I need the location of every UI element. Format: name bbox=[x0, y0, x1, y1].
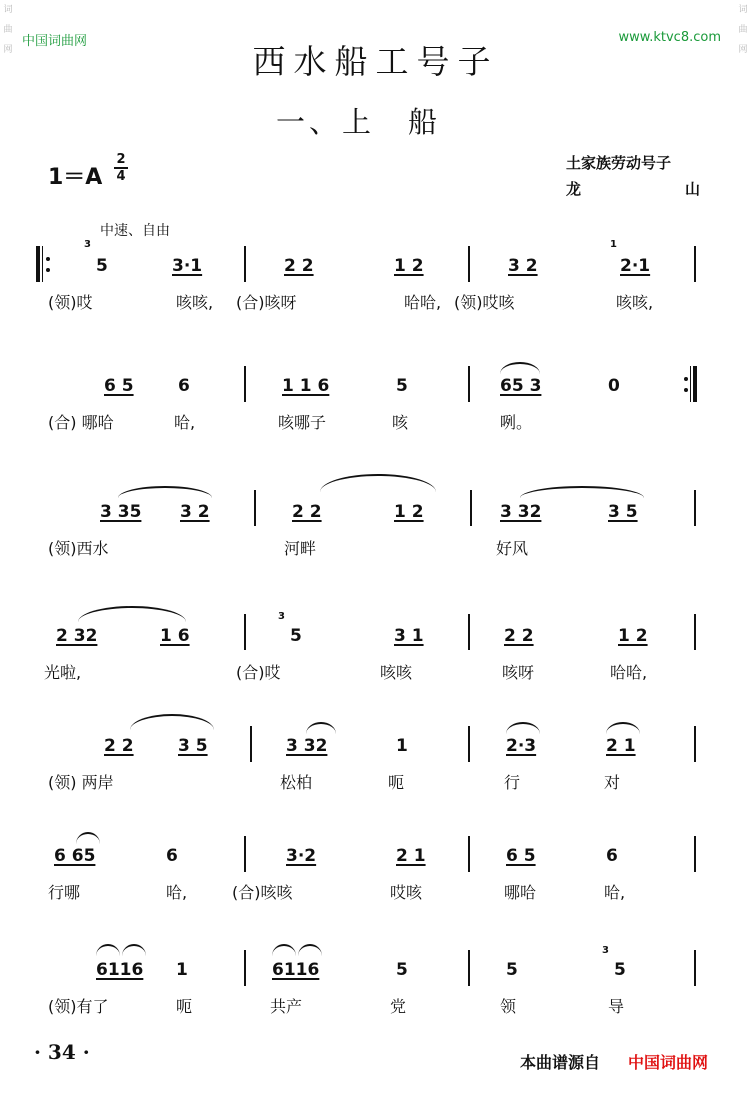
lyric: (合)哎 bbox=[236, 663, 281, 682]
note: 3 32 bbox=[286, 736, 328, 756]
lyric: (领)哎 bbox=[48, 293, 93, 312]
lyric: (领)西水 bbox=[48, 539, 109, 558]
note: 5 bbox=[614, 960, 626, 980]
barline bbox=[468, 836, 470, 872]
slur bbox=[76, 832, 100, 844]
place-char: 龙 bbox=[566, 180, 582, 198]
lyric: 河畔 bbox=[284, 539, 317, 558]
slur bbox=[122, 944, 146, 956]
lyric: 共产 bbox=[270, 997, 303, 1016]
barline bbox=[244, 950, 246, 986]
note: 6 5 bbox=[104, 376, 134, 396]
note: 3 2 bbox=[508, 256, 538, 276]
slur bbox=[130, 714, 214, 730]
slur bbox=[78, 606, 186, 622]
note: 3 5 bbox=[178, 736, 208, 756]
slur bbox=[320, 474, 436, 492]
lyric: (领)有了 bbox=[48, 997, 109, 1016]
lyric: 咳咳, bbox=[176, 293, 214, 312]
lyric: 呃 bbox=[388, 773, 405, 792]
lyric: 松柏 bbox=[280, 773, 313, 792]
barline bbox=[694, 246, 696, 282]
lyric: (合) 哪哈 bbox=[48, 413, 114, 432]
note: 1 6 bbox=[160, 626, 190, 646]
lyric: (合)咳咳 bbox=[232, 883, 293, 902]
lyric: 哎咳 bbox=[390, 883, 423, 902]
note: 2 1 bbox=[396, 846, 426, 866]
note: 2 1 bbox=[606, 736, 636, 756]
note: 2 2 bbox=[104, 736, 134, 756]
slur bbox=[506, 722, 540, 734]
note: 1 2 bbox=[394, 502, 424, 522]
key-signature: 1＝A bbox=[48, 165, 103, 190]
lyric: 咧。 bbox=[500, 413, 533, 432]
note: 3·1 bbox=[172, 256, 203, 276]
place-char: 山 bbox=[684, 180, 700, 198]
slur bbox=[606, 722, 640, 734]
lyric: 行 bbox=[504, 773, 521, 792]
end-repeat-sign bbox=[684, 366, 698, 402]
slur bbox=[306, 722, 336, 734]
note: 3·2 bbox=[286, 846, 317, 866]
site-url-right: www.ktvc8.com bbox=[618, 30, 721, 45]
note: 3 32 bbox=[500, 502, 542, 522]
barline bbox=[468, 246, 470, 282]
barline bbox=[254, 490, 256, 526]
lyric: 呃 bbox=[176, 997, 193, 1016]
lyric: 哈, bbox=[166, 883, 188, 902]
slur bbox=[96, 944, 120, 956]
barline bbox=[694, 836, 696, 872]
meter-bottom: 4 bbox=[116, 169, 126, 184]
lyric: (合)咳呀 bbox=[236, 293, 297, 312]
note: 2 2 bbox=[284, 256, 314, 276]
site-name-left: 中国词曲网 bbox=[22, 34, 88, 49]
lyric: 哪哈 bbox=[504, 883, 537, 902]
note: 1 bbox=[176, 960, 188, 980]
note: 2 32 bbox=[56, 626, 98, 646]
lyric: (领)哎咳 bbox=[454, 293, 515, 312]
grace-note: 3 bbox=[84, 239, 91, 250]
lyric: 哈哈, bbox=[404, 293, 442, 312]
note: 3 5 bbox=[608, 502, 638, 522]
note: 3 2 bbox=[180, 502, 210, 522]
note: 5 bbox=[506, 960, 518, 980]
note: 0 bbox=[608, 376, 620, 396]
note: 1 2 bbox=[394, 256, 424, 276]
watermark-text: 词曲网 bbox=[3, 5, 13, 55]
barline bbox=[468, 950, 470, 986]
barline bbox=[468, 726, 470, 762]
note: 1 bbox=[396, 736, 408, 756]
lyric: 咳咳 bbox=[380, 663, 413, 682]
note: 6 bbox=[166, 846, 178, 866]
grace-note: 3 bbox=[278, 611, 285, 622]
song-title: 西水船工号子 bbox=[252, 42, 499, 81]
barline bbox=[694, 490, 696, 526]
slur bbox=[520, 486, 644, 498]
slur bbox=[298, 944, 322, 956]
barline bbox=[244, 836, 246, 872]
barline bbox=[244, 366, 246, 402]
page-number: · 34 · bbox=[34, 1040, 90, 1064]
barline bbox=[694, 726, 696, 762]
source-site-link[interactable]: 中国词曲网 bbox=[628, 1053, 709, 1072]
note: 6 bbox=[178, 376, 190, 396]
note: 6 bbox=[606, 846, 618, 866]
barline bbox=[694, 614, 696, 650]
lyric: 光啦, bbox=[44, 663, 82, 682]
source-label: 本曲谱源自 bbox=[520, 1053, 601, 1072]
barline bbox=[694, 950, 696, 986]
slur bbox=[272, 944, 296, 956]
note: 6116 bbox=[272, 960, 320, 980]
time-signature bbox=[114, 152, 128, 184]
barline bbox=[244, 614, 246, 650]
lyric: 咳哪子 bbox=[278, 413, 327, 432]
slur bbox=[118, 486, 212, 498]
note: 2 2 bbox=[292, 502, 322, 522]
lyric: 好风 bbox=[496, 539, 529, 558]
note: 3 1 bbox=[394, 626, 424, 646]
note: 6116 bbox=[96, 960, 144, 980]
grace-note: 3 bbox=[602, 945, 609, 956]
lyric: 哈, bbox=[604, 883, 626, 902]
note: 6 5 bbox=[506, 846, 536, 866]
barline bbox=[470, 490, 472, 526]
note: 2 2 bbox=[504, 626, 534, 646]
note: 5 bbox=[396, 376, 408, 396]
side-watermark-right bbox=[735, 0, 751, 1098]
barline bbox=[250, 726, 252, 762]
note: 5 bbox=[290, 626, 302, 646]
note: 1 1 6 bbox=[282, 376, 330, 396]
barline bbox=[468, 366, 470, 402]
start-repeat-sign bbox=[36, 246, 50, 282]
lyric: 导 bbox=[608, 997, 625, 1016]
lyric: 咳咳, bbox=[616, 293, 654, 312]
barline bbox=[468, 614, 470, 650]
tempo-marking: 中速、自由 bbox=[100, 223, 170, 239]
lyric: 对 bbox=[604, 773, 621, 792]
lyric: 哈, bbox=[174, 413, 196, 432]
watermark-text: 词曲网 bbox=[738, 5, 748, 55]
note: 2·3 bbox=[506, 736, 537, 756]
lyric: 行哪 bbox=[48, 883, 81, 902]
lyric: 党 bbox=[390, 997, 407, 1016]
note: 6 65 bbox=[54, 846, 96, 866]
barline bbox=[244, 246, 246, 282]
lyric: 哈哈, bbox=[610, 663, 648, 682]
genre-label: 土家族劳动号子 bbox=[566, 154, 672, 172]
meter-top: 2 bbox=[116, 152, 126, 167]
note: 5 bbox=[396, 960, 408, 980]
note: 65 3 bbox=[500, 376, 542, 396]
note: 2·1 bbox=[620, 256, 651, 276]
slur bbox=[500, 362, 540, 374]
lyric: 咳 bbox=[392, 413, 409, 432]
grace-note: 1 bbox=[610, 239, 617, 250]
lyric: 领 bbox=[500, 997, 517, 1016]
lyric: 咳呀 bbox=[502, 663, 535, 682]
side-watermark-left bbox=[0, 0, 16, 1098]
note: 5 bbox=[96, 256, 108, 276]
place-label bbox=[566, 178, 700, 199]
song-subtitle: 一、上 船 bbox=[276, 105, 442, 139]
lyric: (领) 两岸 bbox=[48, 773, 114, 792]
note: 1 2 bbox=[618, 626, 648, 646]
note: 3 35 bbox=[100, 502, 142, 522]
